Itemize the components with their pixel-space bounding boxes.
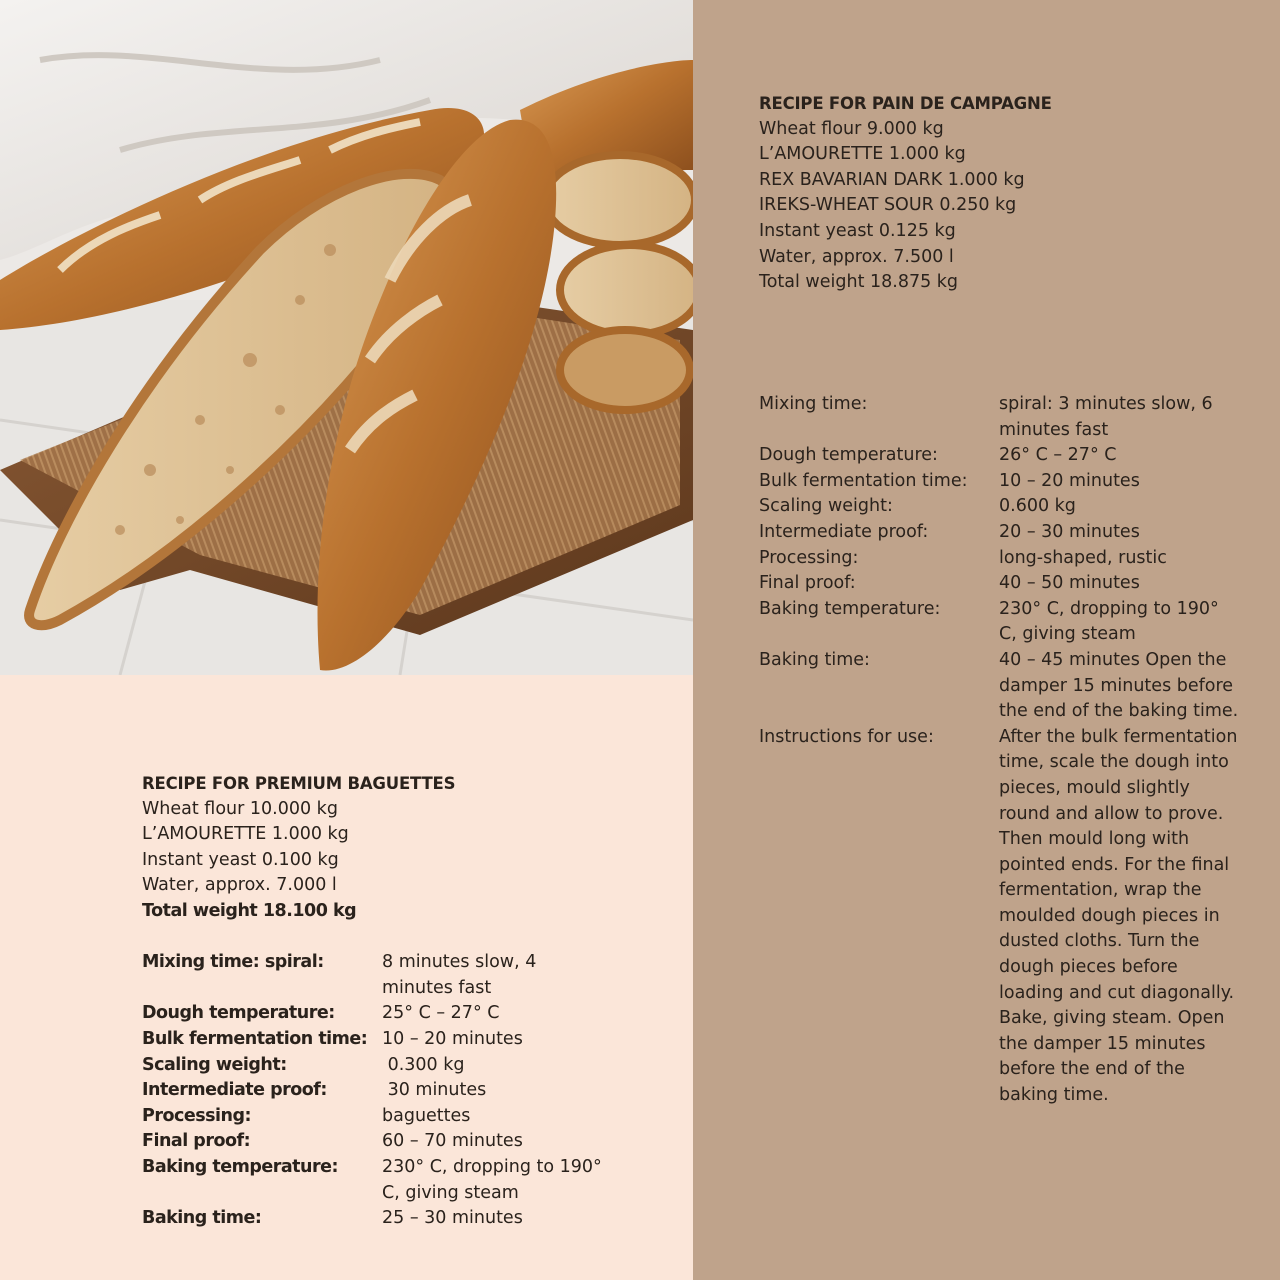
- campagne-params: [759, 392, 1249, 1109]
- bread-illustration: [0, 0, 693, 675]
- param-row: [759, 546, 1239, 572]
- param-value: 0.600 kg: [999, 496, 1076, 517]
- param-label: Bulk fermentation time:: [759, 470, 968, 491]
- param-row: [142, 1027, 602, 1053]
- param-row: [759, 597, 1239, 648]
- campagne-total-weight: Total weight 18.875 kg: [759, 272, 959, 293]
- param-label: Dough temperature:: [142, 1003, 335, 1024]
- baguettes-ingredient: Wheat flour 10.000 kg: [142, 798, 338, 819]
- param-value: 25 – 30 minutes: [382, 1208, 523, 1229]
- param-label: Final proof:: [759, 573, 856, 594]
- param-label: Baking time:: [142, 1208, 262, 1229]
- param-label: Intermediate proof:: [142, 1080, 327, 1101]
- param-value: 8 minutes slow, 4 minutes fast: [382, 952, 537, 998]
- param-label: Baking temperature:: [759, 598, 941, 619]
- param-value: 230° C, dropping to 190° C, giving steam: [382, 1156, 602, 1203]
- param-value: After the bulk fermentation time, scale the dough into pieces, mould slightly round and allow to prove. Then mould long with pointed ends. For the final fermentation, wrap the moulded dough pieces in dusted cloths. Turn the dough pieces before loading and cut diagonally. Bake, giving steam. Open the damper 15 minutes before the end of the baking time.: [999, 726, 1238, 1106]
- param-row: [759, 725, 1239, 1109]
- param-label: Intermediate proof:: [759, 521, 929, 542]
- param-row: [142, 1129, 602, 1155]
- param-label: Processing:: [759, 547, 859, 568]
- baguettes-ingredient: Water, approx. 7.000 l: [142, 875, 337, 896]
- campagne-ingredient: L’AMOURETTE 1.000 kg: [759, 144, 966, 165]
- param-row: [142, 1078, 602, 1104]
- param-label: Processing:: [142, 1105, 252, 1126]
- param-value: 25° C – 27° C: [382, 1003, 500, 1024]
- param-row: [142, 1001, 602, 1027]
- param-value: 40 – 45 minutes Open the damper 15 minutes before the end of the baking time.: [999, 649, 1239, 722]
- param-value: 30 minutes: [382, 1080, 487, 1101]
- campagne-ingredient: Instant yeast 0.125 kg: [759, 220, 956, 241]
- campagne-ingredient: Wheat flour 9.000 kg: [759, 118, 944, 139]
- param-label: Baking time:: [759, 649, 870, 670]
- baguettes-ingredient: L’AMOURETTE 1.000 kg: [142, 824, 349, 845]
- baguette-photo: [0, 0, 693, 675]
- param-value: 26° C – 27° C: [999, 445, 1117, 466]
- param-row: [759, 648, 1239, 725]
- param-value: long-shaped, rustic: [999, 547, 1167, 568]
- campagne-ingredient: IREKS-WHEAT SOUR 0.250 kg: [759, 195, 1017, 216]
- baguettes-title: RECIPE FOR PREMIUM BAGUETTES: [142, 774, 456, 793]
- baguettes-total-weight: Total weight 18.100 kg: [142, 900, 357, 921]
- param-row: [759, 392, 1239, 443]
- campagne-title: RECIPE FOR PAIN DE CAMPAGNE: [759, 94, 1052, 113]
- param-value: 10 – 20 minutes: [382, 1028, 523, 1049]
- param-value: 230° C, dropping to 190° C, giving steam: [999, 598, 1219, 645]
- param-label: Bulk fermentation time:: [142, 1028, 368, 1049]
- param-row: [142, 1155, 602, 1206]
- param-value: 60 – 70 minutes: [382, 1131, 523, 1152]
- param-row: [142, 950, 602, 1001]
- param-label: Instructions for use:: [759, 726, 934, 747]
- param-value: spiral: 3 minutes slow, 6 minutes fast: [999, 394, 1213, 440]
- param-row: [142, 1053, 602, 1079]
- param-row: [759, 443, 1239, 469]
- param-value: 40 – 50 minutes: [999, 573, 1140, 594]
- param-label: Mixing time:: [759, 394, 868, 414]
- param-row: [142, 1104, 602, 1130]
- param-label: Scaling weight:: [759, 496, 893, 517]
- campagne-recipe: [759, 91, 1249, 296]
- param-value: 10 – 20 minutes: [999, 470, 1140, 491]
- param-value: 20 – 30 minutes: [999, 521, 1140, 542]
- campagne-ingredient: REX BAVARIAN DARK 1.000 kg: [759, 169, 1025, 190]
- param-value: baguettes: [382, 1105, 471, 1126]
- param-label: Scaling weight:: [142, 1054, 287, 1075]
- param-label: Final proof:: [142, 1131, 251, 1152]
- baguettes-ingredient: Instant yeast 0.100 kg: [142, 849, 339, 870]
- campagne-recipe-panel: [693, 0, 1280, 1280]
- campagne-ingredient: Water, approx. 7.500 l: [759, 246, 954, 267]
- baguettes-recipe-panel: [0, 675, 693, 1280]
- param-label: Baking temperature:: [142, 1156, 338, 1177]
- param-row: [759, 520, 1239, 546]
- baguettes-recipe: [142, 771, 622, 1232]
- param-value: 0.300 kg: [382, 1054, 465, 1075]
- param-row: [142, 1206, 602, 1232]
- param-row: [759, 469, 1239, 495]
- param-row: [759, 494, 1239, 520]
- param-row: [759, 571, 1239, 597]
- param-label: Mixing time: spiral:: [142, 952, 324, 973]
- param-label: Dough temperature:: [759, 445, 938, 466]
